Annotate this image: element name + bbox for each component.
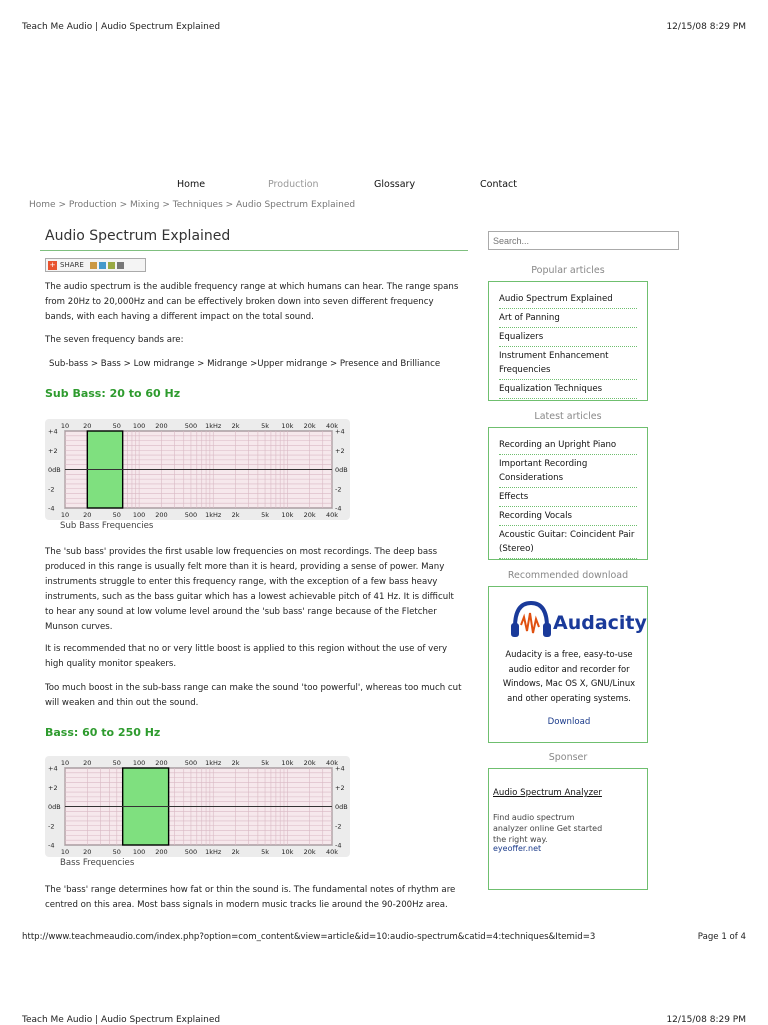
latest-item[interactable]: Effects — [499, 488, 637, 507]
bass-chart-svg — [45, 756, 350, 857]
sub-bass-paragraph-2: It is recommended that no or very little boost is applied to this region without the use of very high quality monitor speakers. — [45, 644, 448, 669]
y-tick-label-right: +2 — [335, 783, 345, 792]
x-tick-label-bottom: 50 — [112, 511, 121, 519]
print-header-title: Teach Me Audio | Audio Spectrum Explained — [22, 22, 221, 32]
y-tick-label-left: -4 — [48, 841, 55, 850]
x-tick-label-top: 5k — [261, 759, 270, 767]
popular-articles-title: Popular articles — [531, 265, 605, 276]
x-tick-label-top: 1kHz — [205, 759, 222, 767]
x-tick-label-top: 500 — [184, 759, 198, 767]
page-title: Audio Spectrum Explained — [45, 228, 231, 244]
svg-text:Audacity: Audacity — [553, 612, 647, 634]
popular-item[interactable]: Audio Spectrum Explained — [499, 290, 637, 309]
footer-url: http://www.teachmeaudio.com/index.php?option=com_content&view=article&id=10:audio-spectrum&catid=4:techniques&Itemid=3 — [22, 932, 596, 942]
latest-articles-box — [488, 427, 648, 560]
share-button[interactable] — [45, 258, 146, 272]
popular-articles-box — [488, 281, 648, 401]
latest-item[interactable]: Recording an Upright Piano — [499, 436, 637, 455]
x-tick-label-top: 1kHz — [205, 422, 222, 430]
x-tick-label-top: 10 — [60, 422, 70, 430]
sub-bass-paragraph-3: Too much boost in the sub-bass range can make the sound 'too powerful', whereas too much cut will weaken and thin out the sound. — [45, 683, 462, 708]
ad-title-link[interactable]: Audio Spectrum Analyzer — [493, 788, 602, 798]
y-tick-label-right: 0dB — [335, 466, 348, 474]
nav-production[interactable]: Production — [268, 179, 319, 190]
y-tick-label-right: -4 — [335, 504, 342, 513]
x-tick-label-top: 20 — [83, 759, 92, 767]
y-tick-label-right: -2 — [335, 485, 342, 494]
y-tick-label-right: 0dB — [335, 803, 348, 811]
popular-item[interactable]: Equalization Techniques — [499, 380, 637, 399]
download-link[interactable]: Download — [547, 717, 591, 727]
x-tick-label-top: 200 — [155, 422, 168, 430]
latest-item[interactable]: Acoustic Guitar: Coincident Pair (Stereo) — [499, 526, 637, 559]
search-input[interactable] — [488, 231, 679, 250]
x-tick-label-top: 5k — [261, 422, 270, 430]
x-tick-label-bottom: 10k — [281, 848, 294, 856]
x-tick-label-bottom: 500 — [184, 848, 198, 856]
ad-body: Find audio spectrum analyzer online Get started the right way. — [493, 813, 603, 844]
y-tick-label-left: -4 — [48, 504, 55, 513]
x-tick-label-bottom: 2k — [231, 848, 240, 856]
x-tick-label-bottom: 500 — [184, 511, 198, 519]
x-tick-label-top: 50 — [112, 759, 121, 767]
sub-bass-heading: Sub Bass: 20 to 60 Hz — [45, 387, 181, 400]
x-tick-label-top: 500 — [184, 422, 198, 430]
y-tick-label-left: 0dB — [48, 466, 61, 474]
bands-list: Sub-bass > Bass > Low midrange > Midrange >Upper midrange > Presence and Brilliance — [49, 359, 441, 369]
bass-caption: Bass Frequencies — [60, 858, 135, 868]
x-tick-label-top: 20 — [83, 422, 92, 430]
social-bookmark-icons — [90, 262, 124, 269]
y-tick-label-right: +4 — [335, 764, 345, 773]
y-tick-label-left: -2 — [48, 485, 55, 494]
share-label: SHARE — [60, 261, 84, 269]
bass-chart — [45, 756, 350, 857]
print-header-datetime: 12/15/08 8:29 PM — [666, 22, 746, 32]
y-tick-label-right: -4 — [335, 841, 342, 850]
print-header-title-page2: Teach Me Audio | Audio Spectrum Explained — [22, 1015, 221, 1025]
x-tick-label-bottom: 1kHz — [205, 848, 222, 856]
nav-glossary[interactable]: Glossary — [374, 179, 416, 190]
bass-paragraph-1: The 'bass' range determines how fat or thin the sound is. The fundamental notes of rhythm are centred on this area. Most bass signals in modern music tracks lie around the 90-200Hz area. — [45, 885, 456, 910]
nav-home[interactable]: Home — [177, 179, 206, 190]
y-tick-label-left: +4 — [48, 427, 58, 436]
recommended-download-box — [488, 586, 648, 743]
x-tick-label-bottom: 10 — [60, 511, 70, 519]
x-tick-label-bottom: 5k — [261, 511, 270, 519]
x-tick-label-top: 10k — [281, 759, 294, 767]
x-tick-label-bottom: 10k — [281, 511, 294, 519]
x-tick-label-top: 200 — [155, 759, 168, 767]
y-tick-label-left: +2 — [48, 446, 58, 455]
sub-bass-caption: Sub Bass Frequencies — [60, 521, 154, 531]
breadcrumb: Home > Production > Mixing > Techniques > Audio Spectrum Explained — [29, 200, 356, 210]
x-tick-label-top: 20k — [303, 759, 316, 767]
popular-item[interactable]: Art of Panning — [499, 309, 637, 328]
y-tick-label-right: -2 — [335, 822, 342, 831]
sub-bass-paragraph-1: The 'sub bass' provides the first usable low frequencies on most recordings. The deep bass produced in this range is usually felt more than it is heard, providing a sense of power. Many instruments struggle to enter this frequency range, with the exception of a few bass heavy instruments, such as the bass guitar which has a lowest achievable pitch of 41 Hz. It is difficult to hear any sound at low volume level around the 'sub bass' range because of the Fletcher Munson curves. — [45, 547, 454, 632]
nav-contact[interactable]: Contact — [480, 179, 517, 190]
y-tick-label-left: +2 — [48, 783, 58, 792]
popular-item[interactable]: Instrument Enhancement Frequencies — [499, 347, 637, 380]
latest-item[interactable]: Important Recording Considerations — [499, 455, 637, 488]
y-tick-label-right: +4 — [335, 427, 345, 436]
y-tick-label-left: -2 — [48, 822, 55, 831]
x-tick-label-top: 100 — [132, 422, 146, 430]
ad-url-link[interactable]: eyeoffer.net — [493, 844, 542, 853]
bands-intro: The seven frequency bands are: — [45, 335, 184, 345]
sponsor-title: Sponser — [548, 752, 588, 763]
print-header-datetime-page2: 12/15/08 8:29 PM — [666, 1015, 746, 1025]
headphones-icon — [509, 597, 647, 643]
popular-item[interactable]: Equalizers — [499, 328, 637, 347]
x-tick-label-top: 2k — [231, 422, 240, 430]
x-tick-label-bottom: 10 — [60, 848, 70, 856]
x-tick-label-bottom: 20k — [303, 511, 316, 519]
x-tick-label-top: 20k — [303, 422, 316, 430]
x-tick-label-top: 10 — [60, 759, 70, 767]
x-tick-label-bottom: 100 — [132, 511, 146, 519]
x-tick-label-bottom: 2k — [231, 511, 240, 519]
x-tick-label-top: 50 — [112, 422, 121, 430]
x-tick-label-bottom: 100 — [132, 848, 146, 856]
x-tick-label-bottom: 20k — [303, 848, 316, 856]
x-tick-label-bottom: 200 — [155, 848, 168, 856]
x-tick-label-top: 40k — [325, 422, 339, 430]
x-tick-label-bottom: 5k — [261, 848, 270, 856]
title-divider — [40, 250, 468, 251]
audacity-logo[interactable] — [509, 597, 647, 643]
sub-bass-chart — [45, 419, 350, 520]
y-tick-label-left: 0dB — [48, 803, 61, 811]
intro-paragraph: The audio spectrum is the audible frequency range at which humans can hear. The range spans from 20Hz to 20,000Hz and can be effectively broken down into seven different frequency bands, with each having a different impact on the total sound. — [45, 282, 459, 322]
x-tick-label-top: 40k — [325, 759, 339, 767]
x-tick-label-bottom: 20 — [83, 511, 92, 519]
audacity-description: Audacity is a free, easy-to-use audio editor and recorder for Windows, Mac OS X, GNU/Linux and other operating systems. — [502, 649, 636, 703]
x-tick-label-top: 100 — [132, 759, 146, 767]
bass-heading: Bass: 60 to 250 Hz — [45, 726, 161, 739]
x-tick-label-bottom: 40k — [325, 511, 339, 519]
footer-page-number: Page 1 of 4 — [697, 932, 746, 942]
recommended-download-title: Recommended download — [507, 570, 629, 581]
sponsor-box — [488, 768, 648, 890]
addthis-icon: + — [49, 260, 56, 269]
latest-item[interactable]: Recording Vocals — [499, 507, 637, 526]
y-tick-label-left: +4 — [48, 764, 58, 773]
x-tick-label-bottom: 200 — [155, 511, 168, 519]
x-tick-label-top: 10k — [281, 422, 294, 430]
latest-articles-title: Latest articles — [534, 411, 602, 422]
x-tick-label-bottom: 40k — [325, 848, 339, 856]
x-tick-label-bottom: 20 — [83, 848, 92, 856]
x-tick-label-bottom: 50 — [112, 848, 121, 856]
x-tick-label-top: 2k — [231, 759, 240, 767]
x-tick-label-bottom: 1kHz — [205, 511, 222, 519]
y-tick-label-right: +2 — [335, 446, 345, 455]
sub-bass-chart-svg — [45, 419, 350, 520]
